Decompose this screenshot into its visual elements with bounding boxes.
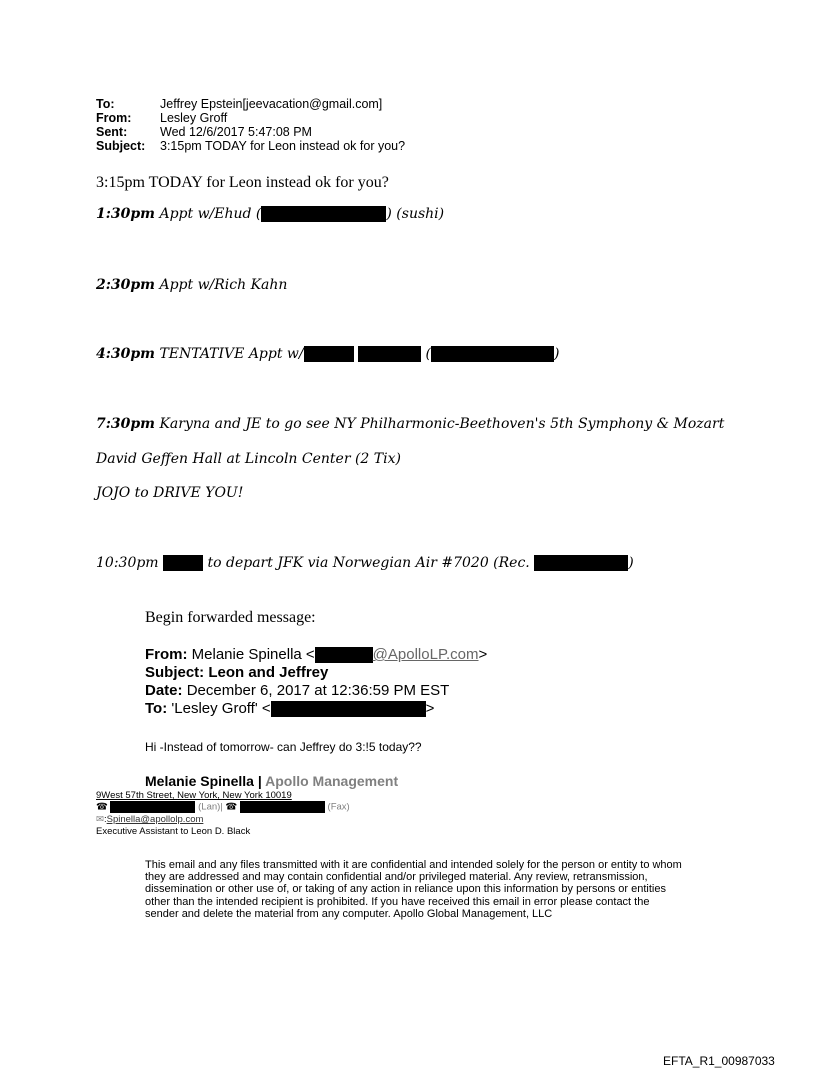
appt-4-venue: David Geffen Hall at Lincoln Center (2 Tix) [96,451,401,467]
fwd-date-value: December 6, 2017 at 12:36:59 PM EST [186,682,450,699]
signature-name-line [145,773,398,789]
to-label: To: [96,97,115,111]
signature-title: Executive Assistant to Leon D. Black [96,826,251,837]
signature-address: 9West 57th Street, New York, New York 10019 [96,790,292,801]
appt-5-text-end: ) [628,555,634,571]
signature-company: Apollo Management [265,773,399,789]
redaction-box [534,555,628,571]
appt-3 [96,346,559,362]
fwd-subject-line [145,664,328,681]
disclaimer: This email and any files transmitted with it are confidential and intended solely for the person or entity to whom they are addressed and may contain confidential and/or privileged material. Any review, retransmission, dissemination or other use of, or taking of any action in reliance upon this information by persons or entities other than the intended recipient is prohibited. If you have received this email in error please contact the sender and delete the material from any computer. Apollo Global Management, LLC [145,859,682,920]
appt-1 [96,206,444,222]
appt-2 [96,277,287,293]
fwd-to-close: > [425,700,435,717]
appt-3-time: 4:30pm [96,346,155,362]
from-label: From: [96,111,132,125]
subject-label: Subject: [96,139,146,153]
email-icon: ✉ [96,814,104,825]
fwd-to-value: 'Lesley Groff' < [171,700,271,717]
footer-document-id: EFTA_R1_00987033 [663,1054,775,1068]
redaction-box [271,701,426,717]
redaction-box [304,346,354,362]
signature-fax: (Fax) [327,801,350,813]
to-value: Jeffrey Epstein[jeevacation@gmail.com] [160,97,383,111]
redaction-box [240,801,325,813]
appt-3-text-end: ) [554,346,560,362]
fwd-to-line [145,700,434,717]
fwd-from-label: From: [145,646,188,663]
sent-label: Sent: [96,125,128,139]
signature-name: Melanie Spinella | [145,773,262,789]
body-intro: 3:15pm TODAY for Leon instead ok for you? [96,174,389,191]
redaction-box [163,555,203,571]
appt-3-text-mid: ( [425,346,432,362]
appt-1-time: 1:30pm [96,206,155,222]
signature-email-line: ✉:Spinella@apollolp.com [96,814,204,825]
appt-5-text: to depart JFK via Norwegian Air #7020 (Rec. [207,555,530,571]
redaction-box [431,346,554,362]
appt-3-text: TENTATIVE Appt w/ [159,346,304,362]
fwd-date-line [145,682,449,699]
appt-4-text: Karyna and JE to go see NY Philharmonic-Beethoven's 5th Symphony & Mozart [159,416,725,432]
redaction-box [315,647,373,663]
redaction-box [358,346,421,362]
subject-value: 3:15pm TODAY for Leon instead ok for you? [160,139,406,153]
forwarded-intro: Begin forwarded message: [145,609,316,626]
fwd-subject: Subject: Leon and Jeffrey [145,664,329,681]
signature-email-link[interactable]: Spinella@apollolp.com [106,814,204,825]
fwd-from-name: Melanie Spinella < [191,646,315,663]
appt-5 [96,555,634,571]
appt-4-driver: JOJO to DRIVE YOU! [96,485,244,501]
fwd-from-close: > [478,646,488,663]
appt-2-text: Appt w/Rich Kahn [159,277,288,293]
from-value: Lesley Groff [160,111,228,125]
signature-phone-line [96,801,350,813]
appt-4 [96,416,724,432]
phone-icon: ☎ [225,801,238,813]
email-header [96,97,596,157]
appt-1-text-end: ) (sushi) [386,206,445,222]
signature-lan: (Lan)| [198,801,223,813]
fwd-message: Hi -Instead of tomorrow- can Jeffrey do 3:!5 today?? [145,740,422,754]
appt-2-time: 2:30pm [96,277,155,293]
appt-5-time: 10:30pm [96,555,159,571]
sent-value: Wed 12/6/2017 5:47:08 PM [160,125,312,139]
fwd-date-label: Date: [145,682,183,699]
fwd-from-line [145,646,487,663]
appt-4-time: 7:30pm [96,416,155,432]
appt-1-text: Appt w/Ehud ( [159,206,262,222]
phone-icon: ☎ [96,801,108,813]
redaction-box [110,801,195,813]
fwd-to-label: To: [145,700,168,717]
redaction-box [261,206,386,222]
fwd-from-email-link[interactable]: @ApolloLP.com [372,646,479,663]
